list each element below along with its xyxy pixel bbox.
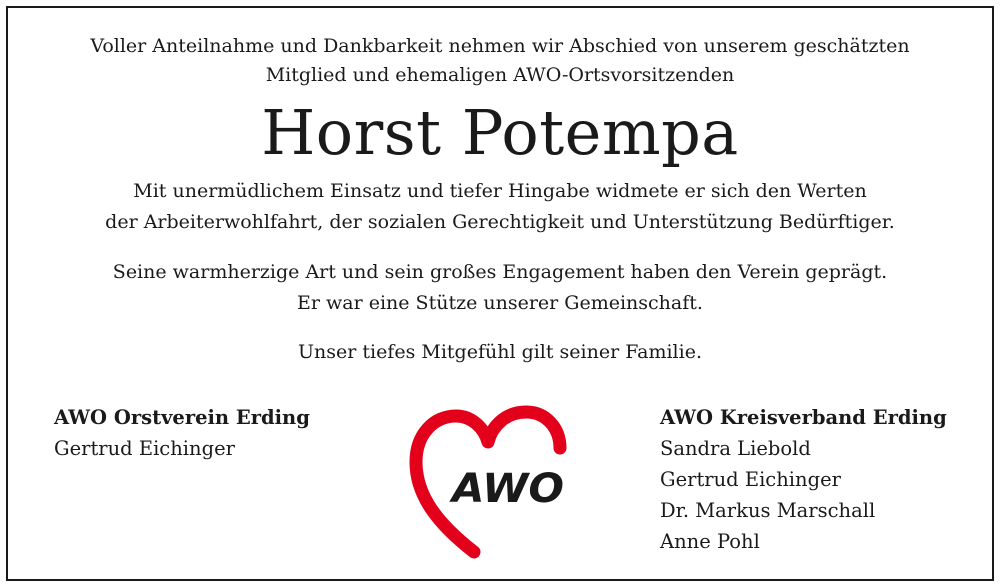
paragraph-tribute	[0, 257, 1000, 319]
paragraph-line: Seine warmherzige Art und sein großes Engagement haben den Verein geprägt.	[112, 261, 888, 283]
right-organization-member: Gertrud Eichinger	[660, 468, 841, 491]
intro-line: Voller Anteilnahme und Dankbarkeit nehmen wir Abschied von unserem geschätzten	[90, 35, 910, 57]
intro-line: Mitglied und ehemaligen AWO-Ortsvorsitzenden	[265, 64, 735, 86]
left-organization	[54, 402, 310, 464]
paragraph-dedication	[0, 176, 1000, 238]
deceased-name: Horst Potempa	[261, 96, 739, 169]
paragraph-line: Er war eine Stütze unserer Gemeinschaft.	[297, 292, 703, 314]
awo-logo	[408, 404, 568, 564]
paragraph-line: der Arbeiterwohlfahrt, der sozialen Gerechtigkeit und Unterstützung Bedürftiger.	[105, 211, 895, 233]
paragraph-line: Unser tiefes Mitgefühl gilt seiner Familie.	[297, 341, 702, 363]
paragraph-condolence	[0, 337, 1000, 368]
left-organization-member: Gertrud Eichinger	[54, 437, 235, 460]
right-organization-member: Sandra Liebold	[660, 437, 811, 460]
right-organization-title: AWO Kreisverband Erding	[660, 406, 947, 429]
left-organization-title: AWO Orstverein Erding	[54, 406, 310, 429]
intro-text	[0, 32, 1000, 90]
right-organization	[660, 402, 947, 557]
paragraph-line: Mit unermüdlichem Einsatz und tiefer Hingabe widmete er sich den Werten	[133, 180, 867, 202]
logo-wordmark: AWO	[448, 466, 564, 512]
awo-heart-logo-icon	[408, 404, 568, 564]
right-organization-member: Anne Pohl	[660, 530, 760, 553]
right-organization-member: Dr. Markus Marschall	[660, 499, 876, 522]
